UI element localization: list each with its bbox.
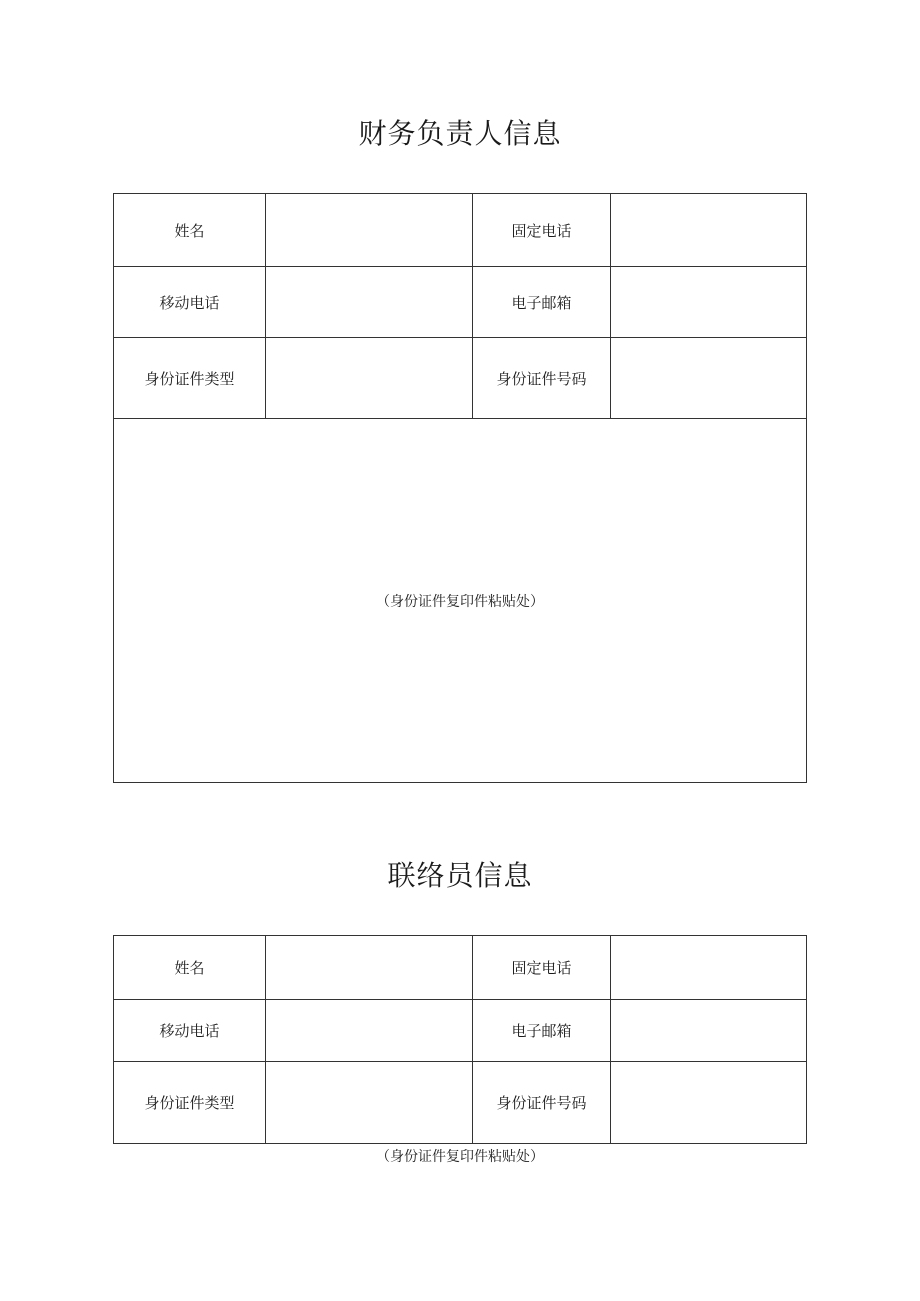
finance-officer-section-title: 财务负责人信息 [358, 117, 562, 150]
name-field[interactable] [266, 936, 473, 1000]
email-label: 电子邮箱 [473, 267, 611, 338]
mobile-label: 移动电话 [114, 267, 266, 338]
liaison-section-title: 联络员信息 [387, 859, 533, 892]
table-row [114, 267, 807, 338]
email-label: 电子邮箱 [473, 1000, 611, 1062]
landline-label: 固定电话 [473, 936, 611, 1000]
mobile-label: 移动电话 [114, 1000, 266, 1062]
table-row [114, 338, 807, 419]
id-type-label: 身份证件类型 [114, 1062, 266, 1144]
landline-field[interactable] [611, 194, 807, 267]
table-row [114, 1000, 807, 1062]
table-row [114, 1062, 807, 1144]
email-field[interactable] [611, 267, 807, 338]
finance-officer-info-table [113, 193, 807, 783]
mobile-field[interactable] [266, 1000, 473, 1062]
name-label: 姓名 [114, 936, 266, 1000]
id-copy-paste-area [114, 419, 807, 783]
name-label: 姓名 [114, 194, 266, 267]
id-number-label: 身份证件号码 [473, 1062, 611, 1144]
table-row [114, 936, 807, 1000]
name-field[interactable] [266, 194, 473, 267]
landline-field[interactable] [611, 936, 807, 1000]
landline-label: 固定电话 [473, 194, 611, 267]
id-number-label: 身份证件号码 [473, 338, 611, 419]
liaison-info-table [113, 935, 807, 1144]
id-number-field[interactable] [611, 1062, 807, 1144]
id-type-field[interactable] [266, 1062, 473, 1144]
id-type-label: 身份证件类型 [114, 338, 266, 419]
email-field[interactable] [611, 1000, 807, 1062]
id-type-field[interactable] [266, 338, 473, 419]
table-row [114, 194, 807, 267]
mobile-field[interactable] [266, 267, 473, 338]
id-copy-paste-note: （身份证件复印件粘贴处） [376, 1149, 544, 1165]
id-copy-paste-note: （身份证件复印件粘贴处） [376, 593, 544, 610]
table-row [114, 419, 807, 783]
id-number-field[interactable] [611, 338, 807, 419]
